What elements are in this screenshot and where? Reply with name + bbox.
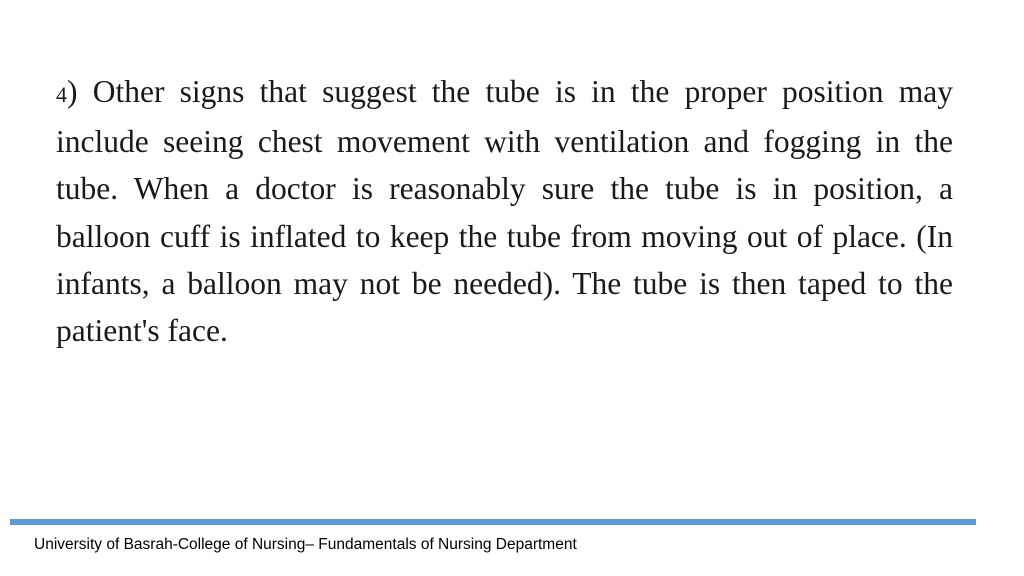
footer-divider xyxy=(10,519,976,525)
paragraph-text: ) Other signs that suggest the tube is in the proper position may include seeing chest movement with ventilation and fogging in the tube. When a doctor is reasonably sure the tube is in position, a balloon cuff is inflated to keep the tube from moving out of place. (In infants, a balloon may not be needed). The tube is then taped to the patient's face. xyxy=(56,74,953,349)
item-number: 4 xyxy=(56,82,67,107)
body-paragraph xyxy=(56,68,953,354)
footer-text: University of Basrah-College of Nursing– Fundamentals of Nursing Department xyxy=(34,536,577,553)
